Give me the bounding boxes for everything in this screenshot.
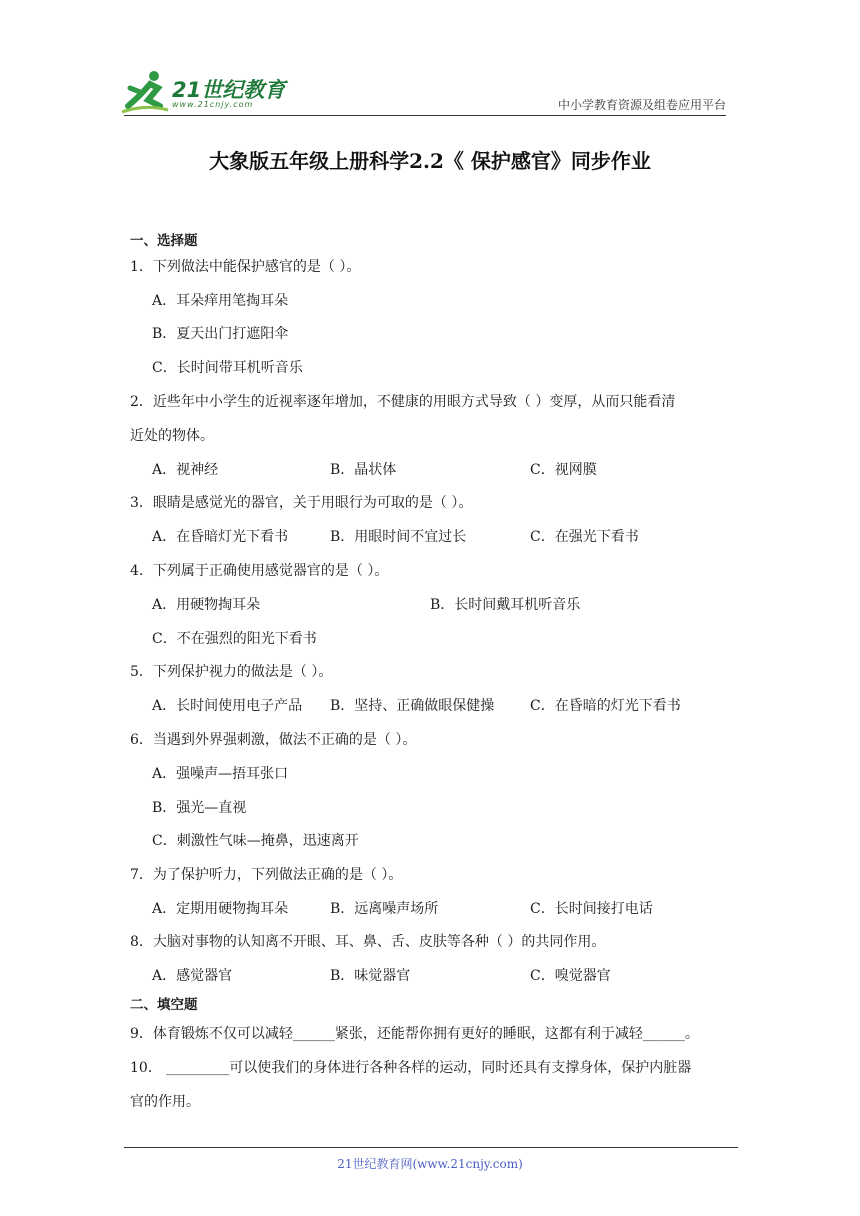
q8-option-b: B．味觉器官 xyxy=(330,968,411,984)
platform-name: 中小学教育资源及组卷应用平台 xyxy=(557,98,726,112)
q7-option-b: B．远离噪声场所 xyxy=(330,901,439,917)
section-choice-heading: 一、选择题 xyxy=(130,233,198,249)
q2-stem-line1: 2．近些年中小学生的近视率逐年增加，不健康的用眼方式导致（ ）变厚，从而只能看清 xyxy=(130,394,676,410)
q10-stem-line2: 官的作用。 xyxy=(130,1094,200,1110)
q4-option-c: C．不在强烈的阳光下看书 xyxy=(152,631,317,647)
logo-url: www.21cnjy.com xyxy=(172,100,254,109)
q3-stem: 3．眼睛是感觉光的器官，关于用眼行为可取的是（ ）。 xyxy=(130,495,473,511)
q4-stem: 4．下列属于正确使用感觉器官的是（ ）。 xyxy=(130,563,389,579)
q10-stem-line1: 10． _________可以使我们的身体进行各种各样的运动，同时还具有支撑身体，保护内脏器 xyxy=(130,1060,692,1076)
q5-option-b: B．坚持、正确做眼保健操 xyxy=(330,698,495,714)
q8-stem: 8．大脑对事物的认知离不开眼、耳、鼻、舌、皮肤等各种（ ）的共同作用。 xyxy=(130,934,606,950)
q3-option-c: C．在强光下看书 xyxy=(530,529,639,545)
q3-option-a: A．在昏暗灯光下看书 xyxy=(152,529,289,545)
q7-option-c: C．长时间接打电话 xyxy=(530,901,653,917)
q6-option-a: A．强噪声—捂耳张口 xyxy=(152,766,289,782)
q5-option-c: C．在昏暗的灯光下看书 xyxy=(530,698,681,714)
q5-stem: 5．下列保护视力的做法是（ ）。 xyxy=(130,664,333,680)
page-header xyxy=(120,66,726,118)
q8-option-a: A．感觉器官 xyxy=(152,968,233,984)
q1-option-b: B．夏天出门打遮阳伞 xyxy=(152,326,289,342)
footer-divider xyxy=(124,1147,738,1148)
q9-stem: 9．体育锻炼不仅可以减轻______紧张，还能帮你拥有更好的睡眠，这都有利于减轻______。 xyxy=(130,1026,699,1042)
q6-option-c: C．刺激性气味—掩鼻，迅速离开 xyxy=(152,833,359,849)
q7-stem: 7．为了保护听力，下列做法正确的是（ ）。 xyxy=(130,867,403,883)
header-divider xyxy=(124,115,726,116)
q8-option-c: C．嗅觉器官 xyxy=(530,968,611,984)
q4-option-a: A．用硬物掏耳朵 xyxy=(152,597,261,613)
q5-option-a: A．长时间使用电子产品 xyxy=(152,698,303,714)
section-fill-heading: 二、填空题 xyxy=(130,997,198,1013)
q6-stem: 6．当遇到外界强刺激，做法不正确的是（ ）。 xyxy=(130,732,417,748)
logo xyxy=(120,66,320,118)
q2-option-b: B．晶状体 xyxy=(330,462,397,478)
q6-option-b: B．强光—直视 xyxy=(152,800,247,816)
q2-stem-line2: 近处的物体。 xyxy=(130,428,214,444)
q1-stem: 1．下列做法中能保护感官的是（ ）。 xyxy=(130,259,361,275)
q1-option-a: A．耳朵痒用笔掏耳朵 xyxy=(152,293,289,309)
q2-option-c: C．视网膜 xyxy=(530,462,597,478)
q2-option-a: A．视神经 xyxy=(152,462,219,478)
logo-text: 21世纪教育 xyxy=(172,78,286,102)
q7-option-a: A．定期用硬物掏耳朵 xyxy=(152,901,289,917)
q1-option-c: C．长时间带耳机听音乐 xyxy=(152,360,303,376)
page-title: 大象版五年级上册科学2.2《 保护感官》同步作业 xyxy=(209,149,651,173)
q3-option-b: B．用眼时间不宜过长 xyxy=(330,529,467,545)
footer-text: 21世纪教育网(www.21cnjy.com) xyxy=(337,1157,523,1171)
q4-option-b: B．长时间戴耳机听音乐 xyxy=(430,597,581,613)
runner-logo-icon xyxy=(120,66,170,118)
